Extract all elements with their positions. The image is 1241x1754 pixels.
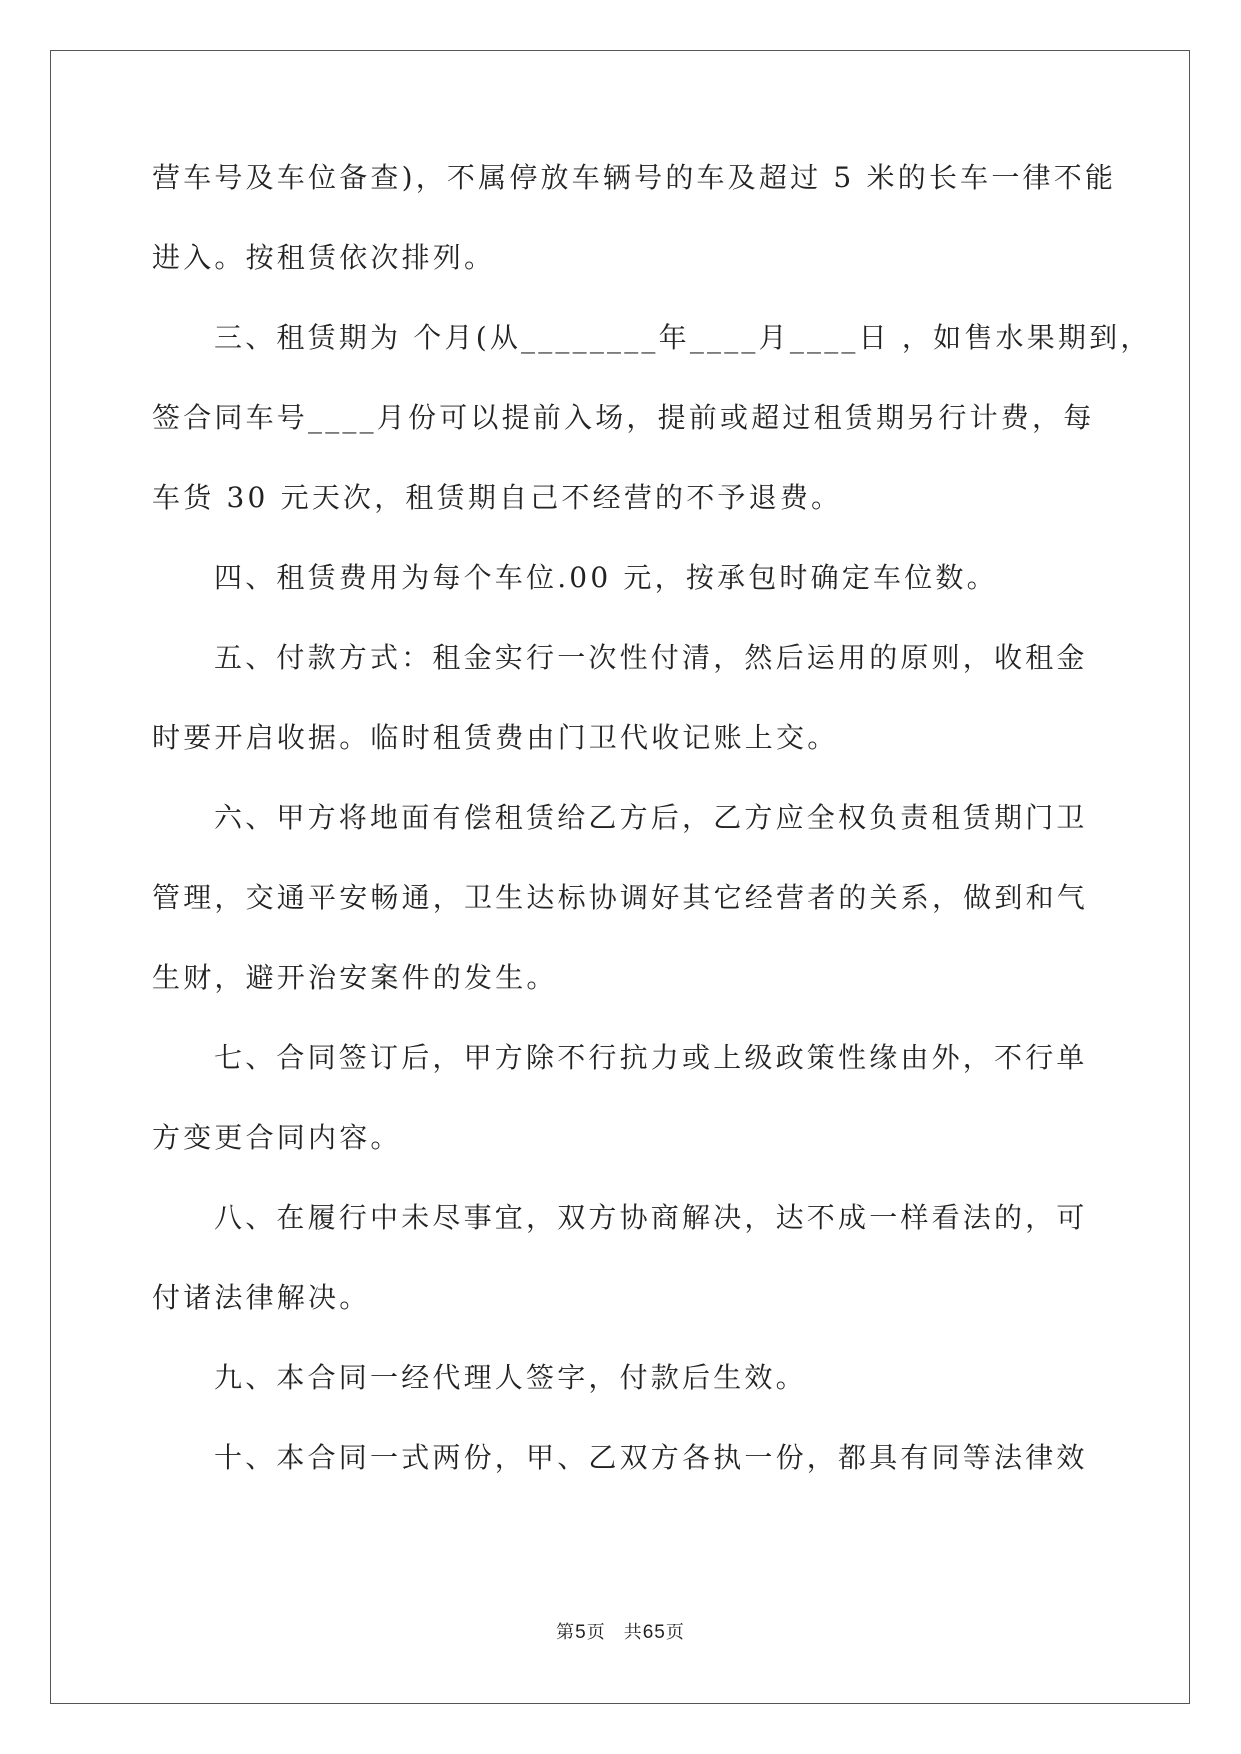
page-prefix: 第 <box>556 1622 576 1643</box>
text-line: 车货 30 元天次，租赁期自己不经营的不予退费。 <box>152 481 843 514</box>
page-footer <box>0 1618 1241 1644</box>
text-line: 时要开启收据。临时租赁费由门卫代收记账上交。 <box>152 721 839 754</box>
text-line: 方变更合同内容。 <box>152 1121 402 1154</box>
clause-7: 七、合同签订后，甲方除不行抗力或上级政策性缘由外，不行单 <box>214 1041 1088 1074</box>
text-line: 进入。按租赁依次排列。 <box>152 241 496 274</box>
page-suffix: 页 <box>586 1622 606 1643</box>
clause-9: 九、本合同一经代理人签字，付款后生效。 <box>214 1361 807 1394</box>
text-line: 付诸法律解决。 <box>152 1281 371 1314</box>
page-number: 5 <box>575 1622 587 1643</box>
clause-5: 五、付款方式：租金实行一次性付清，然后运用的原则，收租金 <box>214 641 1088 674</box>
text-line: 生财，避开治安案件的发生。 <box>152 961 558 994</box>
clause-6: 六、甲方将地面有偿租赁给乙方后，乙方应全权负责租赁期门卫 <box>214 801 1088 834</box>
document-body <box>152 160 1152 1520</box>
text-line: 管理，交通平安畅通，卫生达标协调好其它经营者的关系，做到和气 <box>152 881 1089 914</box>
clause-10: 十、本合同一式两份，甲、乙双方各执一份，都具有同等法律效 <box>214 1441 1088 1474</box>
clause-3: 三、租赁期为 个月(从________年____月____日 ，如售水果期到， <box>214 321 1152 354</box>
total-pages: 65 <box>642 1622 666 1643</box>
clause-4: 四、租赁费用为每个车位.00 元，按承包时确定车位数。 <box>214 561 998 594</box>
total-prefix: 共 <box>623 1622 643 1643</box>
total-suffix: 页 <box>665 1622 685 1643</box>
clause-8: 八、在履行中未尽事宜，双方协商解决，达不成一样看法的，可 <box>214 1201 1088 1234</box>
text-line: 签合同车号____月份可以提前入场，提前或超过租赁期另行计费，每 <box>152 401 1095 434</box>
text-line: 营车号及车位备查)，不属停放车辆号的车及超过 5 米的长车一律不能 <box>152 161 1117 194</box>
